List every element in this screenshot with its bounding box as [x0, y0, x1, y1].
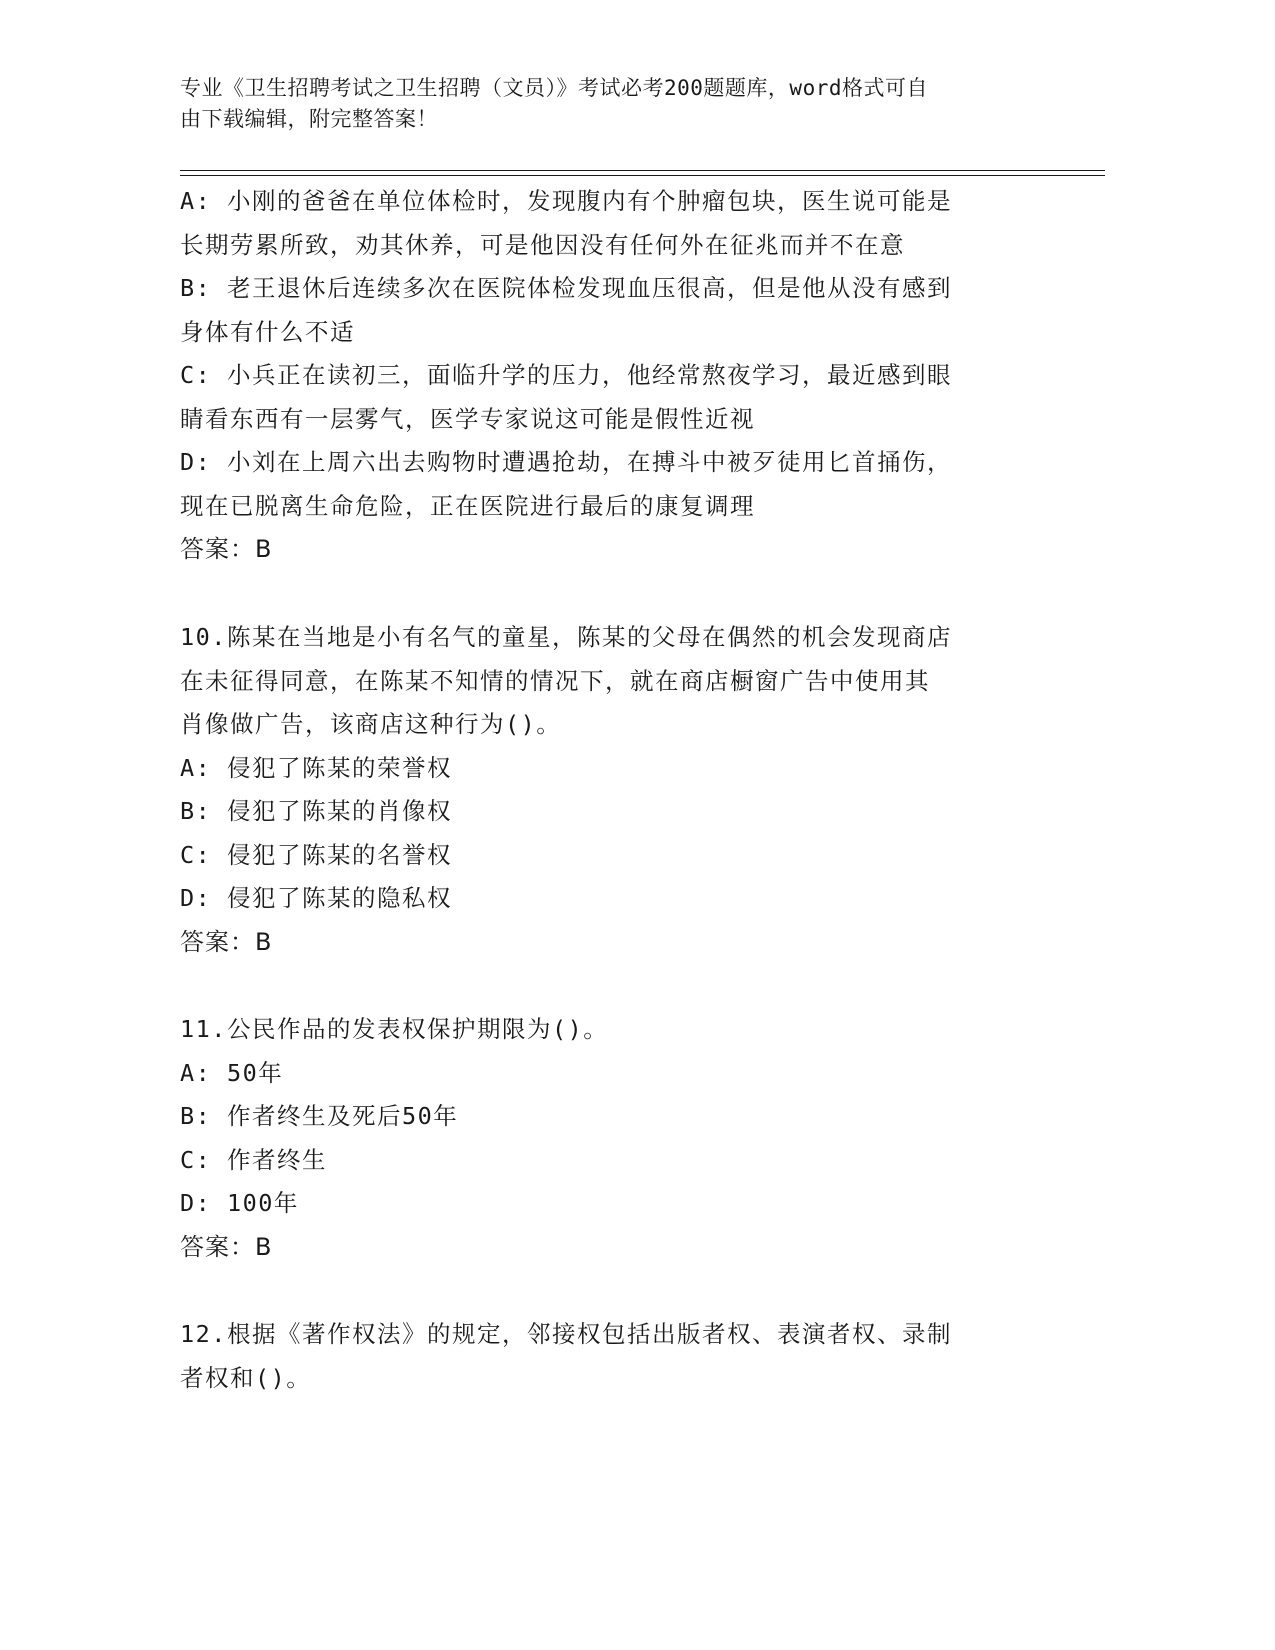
- q12-stem-line-2: 者权和()。: [180, 1363, 312, 1392]
- q9-option-b-line-1: B: 老王退休后连续多次在医院体检发现血压很高，但是他从没有感到: [180, 274, 952, 302]
- q10-option-d: D: 侵犯了陈某的隐私权: [180, 884, 452, 912]
- q11-option-c: C: 作者终生: [180, 1145, 327, 1174]
- header-title-line-1: 专业《卫生招聘考试之卫生招聘（文员）》考试必考200题题库，word格式可自: [180, 76, 928, 100]
- q9-option-c-line-1: C: 小兵正在读初三，面临升学的压力，他经常熬夜学习，最近感到眼: [180, 361, 952, 389]
- header-rule-bottom: [180, 175, 1105, 176]
- q10-option-b: B: 侵犯了陈某的肖像权: [180, 797, 452, 825]
- q10-stem-line-3: 肖像做广告，该商店这种行为()。: [180, 710, 562, 738]
- q11-option-a: A: 50年: [180, 1058, 284, 1087]
- question-12-block: [180, 1313, 1040, 1400]
- q10-stem-line-2: 在未征得同意，在陈某不知情的情况下，就在商店橱窗广告中使用其: [180, 666, 930, 695]
- q10-option-c: C: 侵犯了陈某的名誉权: [180, 840, 452, 869]
- q9-answer: 答案：B: [180, 535, 273, 563]
- document-header: [180, 73, 1030, 135]
- q10-stem-line-1: 10.陈某在当地是小有名气的童星，陈某的父母在偶然的机会发现商店: [180, 623, 952, 651]
- q11-option-b: B: 作者终生及死后50年: [180, 1102, 459, 1130]
- header-title-line-2: 由下载编辑，附完整答案！: [180, 107, 438, 131]
- q9-option-c-line-2: 睛看东西有一层雾气，医学专家说这可能是假性近视: [180, 404, 755, 433]
- question-11-block: [180, 1008, 1040, 1269]
- header-rule-top: [180, 170, 1105, 171]
- q11-answer: 答案：B: [180, 1232, 273, 1261]
- q9-option-b-line-2: 身体有什么不适: [180, 317, 355, 346]
- q9-option-d-line-2: 现在已脱离生命危险，正在医院进行最后的康复调理: [180, 491, 755, 520]
- q9-option-a-line-1: A: 小刚的爸爸在单位体检时，发现腹内有个肿瘤包块，医生说可能是: [180, 187, 952, 215]
- question-9-block: [180, 180, 1040, 572]
- q10-answer: 答案：B: [180, 927, 273, 956]
- q9-option-d-line-1: D: 小刘在上周六出去购物时遭遇抢劫，在搏斗中被歹徒用匕首捅伤，: [180, 448, 952, 476]
- q12-stem-line-1: 12.根据《著作权法》的规定，邻接权包括出版者权、表演者权、录制: [180, 1320, 952, 1348]
- q11-option-d: D: 100年: [180, 1189, 299, 1217]
- question-10-block: [180, 616, 1040, 964]
- q9-option-a-line-2: 长期劳累所致，劝其休养，可是他因没有任何外在征兆而并不在意: [180, 230, 905, 259]
- q10-option-a: A: 侵犯了陈某的荣誉权: [180, 753, 452, 782]
- q11-stem-line-1: 11.公民作品的发表权保护期限为()。: [180, 1015, 609, 1043]
